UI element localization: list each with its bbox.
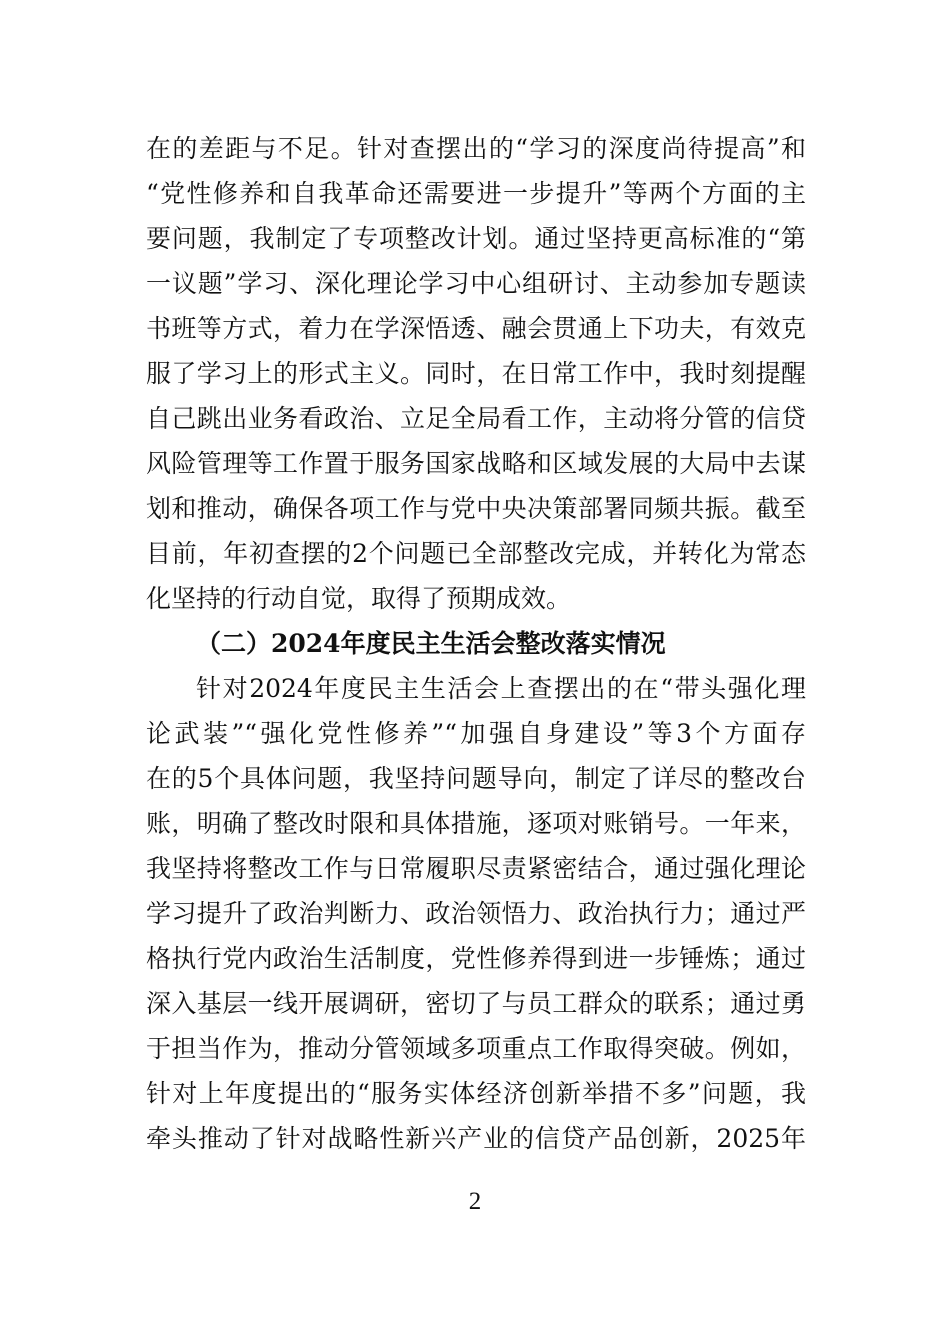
paragraph-1-line-5: 书班等方式，着力在学深悟透、融会贯通上下功夫，有效克 <box>146 314 806 343</box>
paragraph-1-line-8: 风险管理等工作置于服务国家战略和区域发展的大局中去谋 <box>146 449 806 478</box>
paragraph-1-line-2: “党性修养和自我革命还需要进一步提升”等两个方面的主 <box>146 179 806 208</box>
paragraph-2-line-6: 学习提升了政治判断力、政治领悟力、政治执行力；通过严 <box>146 899 806 928</box>
paragraph-2-line-2: 论武装”“强化党性修养”“加强自身建设”等3个方面存 <box>146 719 806 748</box>
paragraph-1-line-4: 一议题”学习、深化理论学习中心组研讨、主动参加专题读 <box>146 269 806 298</box>
paragraph-2-line-10: 针对上年度提出的“服务实体经济创新举措不多”问题，我 <box>146 1079 806 1108</box>
paragraph-1-line-10: 目前，年初查摆的2个问题已全部整改完成，并转化为常态 <box>146 539 806 568</box>
paragraph-2-line-7: 格执行党内政治生活制度，党性修养得到进一步锤炼；通过 <box>146 944 806 973</box>
paragraph-1-line-11: 化坚持的行动自觉，取得了预期成效。 <box>146 584 572 613</box>
paragraph-2-line-5: 我坚持将整改工作与日常履职尽责紧密结合，通过强化理论 <box>146 854 806 883</box>
paragraph-1-line-7: 自己跳出业务看政治、立足全局看工作，主动将分管的信贷 <box>146 404 806 433</box>
paragraph-2-line-4: 账，明确了整改时限和具体措施，逐项对账销号。一年来， <box>146 809 806 838</box>
paragraph-1-line-3: 要问题，我制定了专项整改计划。通过坚持更高标准的“第 <box>146 224 806 253</box>
paragraph-2-line-9: 于担当作为，推动分管领域多项重点工作取得突破。例如， <box>146 1034 806 1063</box>
paragraph-1-line-9: 划和推动，确保各项工作与党中央决策部署同频共振。截至 <box>146 494 806 523</box>
paragraph-2-line-8: 深入基层一线开展调研，密切了与员工群众的联系；通过勇 <box>146 989 806 1018</box>
paragraph-2-line-3: 在的5个具体问题，我坚持问题导向，制定了详尽的整改台 <box>146 764 806 793</box>
section-heading: （二）2024年度民主生活会整改落实情况 <box>196 629 666 658</box>
paragraph-2-line-11: 牵头推动了针对战略性新兴产业的信贷产品创新，2025年 <box>146 1124 806 1153</box>
page-number: 2 <box>468 1188 482 1215</box>
paragraph-1-line-1: 在的差距与不足。针对查摆出的“学习的深度尚待提高”和 <box>146 134 806 163</box>
paragraph-1-line-6: 服了学习上的形式主义。同时，在日常工作中，我时刻提醒 <box>146 359 806 388</box>
paragraph-2-line-1: 针对2024年度民主生活会上查摆出的在“带头强化理 <box>196 674 806 703</box>
